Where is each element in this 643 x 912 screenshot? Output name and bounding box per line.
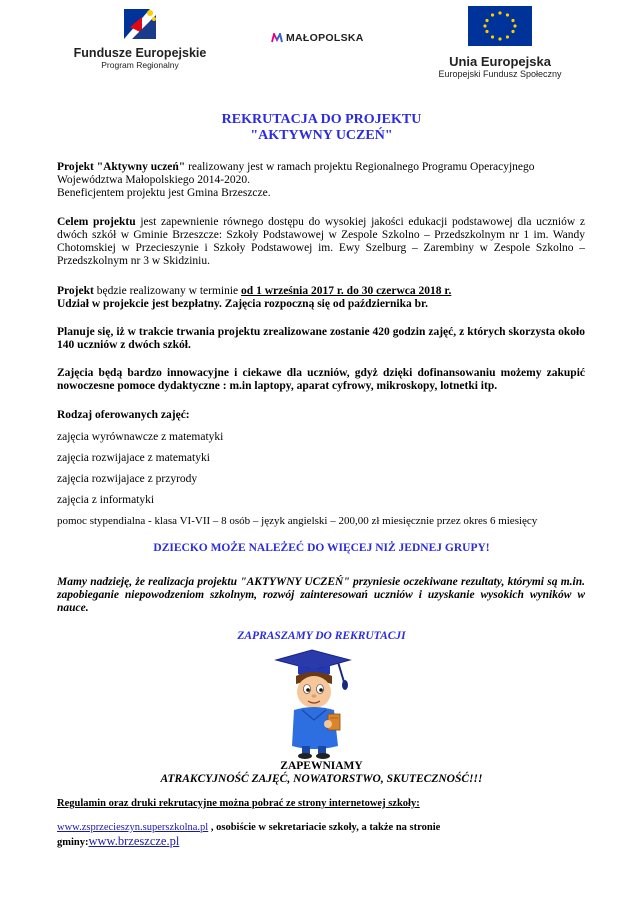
unia-europejska-logo xyxy=(420,6,580,78)
goal-paragraph xyxy=(57,216,585,268)
hope-paragraph: Mamy nadzieję, że realizacja projektu "AKTYWNY UCZEŃ" przyniesie oczekiwane rezultaty, którymi są m.in. zapobieganie niepowodzeniom szkolnym, rozwój zainteresowań uczniów i uzyskanie wysokich wyników w nauce. xyxy=(57,576,585,614)
fe-logo-icon xyxy=(120,3,160,43)
school-website-link[interactable]: www.zsprzecieszyn.superszkolna.pl xyxy=(57,822,209,833)
graduate-mascot-icon xyxy=(272,648,362,760)
intro-text: realizowany jest w ramach projektu Regionalnego Programu Operacyjnego xyxy=(185,161,535,173)
gmina-label: gminy: xyxy=(57,837,89,848)
plan-paragraph: Planuje się, iż w trakcie trwania projektu zrealizowane zostanie 420 godzin zajęć, z których skorzysta około 140 uczniów z dwóch szkół. xyxy=(57,326,585,351)
gmina-line xyxy=(57,835,597,849)
term-label: Projekt xyxy=(57,285,94,297)
school-link-after: , osobiście w sekretariacie szkoły, a także na stronie xyxy=(208,822,441,833)
classes-heading: Rodzaj oferowanych zajęć: xyxy=(57,409,190,421)
innovation-paragraph: Zajęcia będą bardzo innowacyjne i ciekawe dla uczniów, gdyż dzięki dofinansowaniu możemy zakupić nowoczesne pomoce dydaktyczne : m.in laptopy, aparat cyfrowy, mikroskopy, lotnetki itp. xyxy=(57,367,585,392)
malopolska-logo-text: MAŁOPOLSKA xyxy=(286,31,364,44)
eu-flag-icon xyxy=(468,6,532,46)
term-text: będzie realizowany w terminie xyxy=(93,285,242,297)
malopolska-logo xyxy=(271,28,364,48)
gmina-website-link[interactable]: www.brzeszcze.pl xyxy=(88,834,180,848)
term-line2: Udział w projekcie jest bezpłatny. Zajęcia rozpoczną się od października br. xyxy=(57,298,428,310)
intro-paragraph xyxy=(57,161,585,200)
fundusze-europejskie-logo xyxy=(70,3,210,73)
list-item: zajęcia rozwijajace z przyrody xyxy=(57,473,198,485)
invite-text: ZAPRASZAMY DO REKRUTACJI xyxy=(237,630,406,642)
list-item: zajęcia z informatyki xyxy=(57,494,155,506)
ue-logo-subtitle: Europejski Fundusz Społeczny xyxy=(438,69,562,79)
intro-line2: Województwa Małopolskiego 2014-2020. xyxy=(57,174,250,186)
promise-heading: ZAPEWNIAMY xyxy=(280,760,363,772)
fe-logo-subtitle: Program Regionalny xyxy=(101,60,179,70)
regulations-text: Regulamin oraz druki rekrutacyjne można pobrać ze strony internetowej szkoły: xyxy=(57,798,420,809)
list-item: zajęcia wyrównawcze z matematyki xyxy=(57,431,224,443)
list-item: pomoc stypendialna - klasa VI-VII – 8 osób – język angielski – 200,00 zł miesięcznie przez okres 6 miesięcy xyxy=(57,515,538,527)
term-dates: od 1 września 2017 r. do 30 czerwca 2018 r. xyxy=(241,285,452,297)
intro-line3: Beneficjentem projektu jest Gmina Brzeszcze. xyxy=(57,187,271,199)
page-title-line1: REKRUTACJA DO PROJEKTU xyxy=(221,112,422,127)
fe-logo-title: Fundusze Europejskie xyxy=(73,46,207,60)
group-note: DZIECKO MOŻE NALEŻEĆ DO WIĘCEJ NIŻ JEDNEJ GRUPY! xyxy=(153,542,490,554)
promise-line: ATRAKCYJNOŚĆ ZAJĘĆ, NOWATORSTWO, SKUTECZNOŚĆ!!! xyxy=(160,773,483,785)
term-paragraph xyxy=(57,285,585,311)
ue-logo-title: Unia Europejska xyxy=(449,54,551,69)
goal-text: jest zapewnienie równego dostępu do wysokiej jakości edukacji podstawowej dla uczniów z dwóch szkół w Gminie Brzeszcze: Szkoły Podstawowej w Zespole Szkolno – Przedszkolnym nr 1 im. Wandy Chotomskiej w Przecieszynie i Szkoły Podstawowej im. Ewy Szelburg – Zarembiny w Zespole Szkolno – Przedszkolnym nr 3 w Skidziniu. xyxy=(57,216,586,267)
malopolska-logo-icon xyxy=(271,33,283,43)
intro-project-name: Projekt "Aktywny uczeń" xyxy=(57,161,186,173)
page-title xyxy=(60,112,583,144)
goal-label: Celem projektu xyxy=(57,216,136,228)
school-link-line xyxy=(57,821,597,834)
page-title-line2: "AKTYWNY UCZEŃ" xyxy=(250,128,393,143)
list-item: zajęcia rozwijajace z matematyki xyxy=(57,452,210,464)
